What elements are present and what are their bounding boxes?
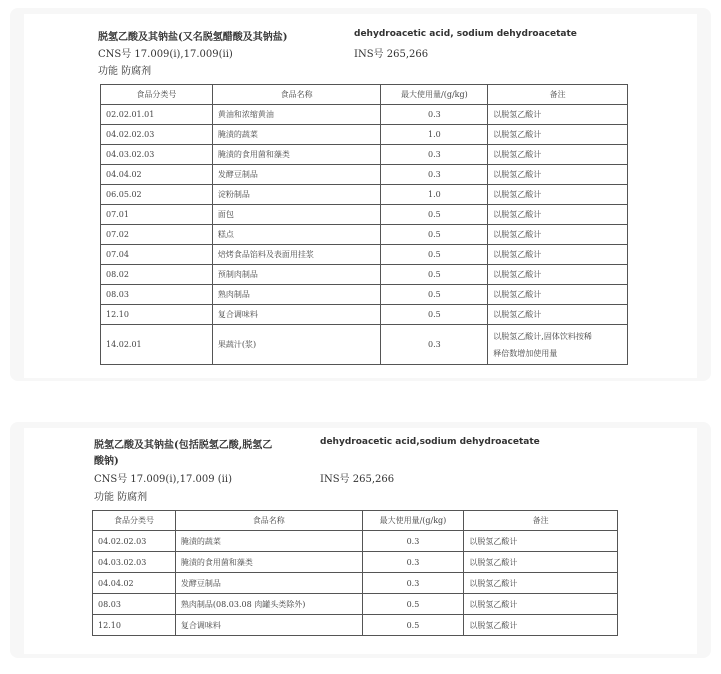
header-note: 备注 [488,85,628,105]
note: 以脱氢乙酸计 [488,145,628,165]
cns-number: CNS号 17.009(i),17.009 (ii) [94,474,232,485]
max-usage: 0.3 [381,165,488,185]
max-usage: 0.5 [381,225,488,245]
table-row [93,552,618,573]
food-name: 腌渍的蔬菜 [175,531,362,552]
note: 以脱氢乙酸计 [488,285,628,305]
max-usage: 0.5 [381,205,488,225]
table-header-row [101,85,628,105]
cns-number: CNS号 17.009(i),17.009(ii) [98,49,233,60]
max-usage: 0.5 [381,265,488,285]
category-code: 06.05.02 [101,185,213,205]
table-row [101,225,628,245]
food-name: 淀粉制品 [212,185,381,205]
food-name: 发酵豆制品 [175,573,362,594]
function-label: 功能 防腐剂 [94,492,148,503]
table-row [101,145,628,165]
title-cn-line-2: 酸钠) [94,456,119,467]
max-usage: 0.5 [362,594,464,615]
category-code: 07.02 [101,225,213,245]
food-name: 复合调味料 [175,615,362,636]
max-usage: 0.5 [381,305,488,325]
note: 以脱氢乙酸计 [464,531,618,552]
header-category-code: 食品分类号 [93,511,176,531]
food-name: 焙烤食品馅料及表面用挂浆 [212,245,381,265]
table-header-row [93,511,618,531]
table-row [101,245,628,265]
note: 以脱氢乙酸计 [488,245,628,265]
note: 以脱氢乙酸计 [488,105,628,125]
note: 以脱氢乙酸计 [488,165,628,185]
max-usage: 1.0 [381,185,488,205]
category-code: 04.03.02.03 [93,552,176,573]
max-usage: 0.5 [381,285,488,305]
table-row [93,531,618,552]
category-code: 04.02.02.03 [93,531,176,552]
category-code: 07.04 [101,245,213,265]
max-usage: 0.3 [381,105,488,125]
note-line-2: 释倍数增加使用量 [493,348,558,358]
food-name: 发酵豆制品 [212,165,381,185]
food-name: 黄油和浓缩黄油 [212,105,381,125]
category-code: 08.03 [93,594,176,615]
header-max-usage: 最大使用量/(g/kg) [381,85,488,105]
max-usage: 0.5 [362,615,464,636]
category-code: 04.04.02 [93,573,176,594]
note: 以脱氢乙酸计 [488,205,628,225]
note: 以脱氢乙酸计 [464,552,618,573]
food-name: 熟肉制品 [212,285,381,305]
food-name: 预制肉制品 [212,265,381,285]
table-row [93,615,618,636]
table-row [101,285,628,305]
category-code: 04.02.02.03 [101,125,213,145]
table-row [93,573,618,594]
usage-table [100,84,628,365]
category-code: 12.10 [93,615,176,636]
max-usage: 0.3 [381,325,488,365]
max-usage: 0.5 [381,245,488,265]
max-usage: 1.0 [381,125,488,145]
table-row [101,265,628,285]
table-row [101,205,628,225]
function-label: 功能 防腐剂 [98,66,152,77]
note: 以脱氢乙酸计 [464,573,618,594]
note [488,325,628,365]
document-card-1 [10,8,711,381]
table-row [101,165,628,185]
max-usage: 0.3 [362,552,464,573]
note: 以脱氢乙酸计 [488,305,628,325]
usage-table [92,510,618,636]
title-en: dehydroacetic acid,sodium dehydroacetate [320,437,540,447]
category-code: 07.01 [101,205,213,225]
header-max-usage: 最大使用量/(g/kg) [362,511,464,531]
document-card-2 [10,422,711,658]
note: 以脱氢乙酸计 [488,225,628,245]
title-en: dehydroacetic acid, sodium dehydroacetate [354,29,577,39]
title-cn: 脱氢乙酸及其钠盐(又名脱氢醋酸及其钠盐) [98,32,288,43]
note: 以脱氢乙酸计 [488,185,628,205]
note: 以脱氢乙酸计 [464,594,618,615]
header-food-name: 食品名称 [212,85,381,105]
header-note: 备注 [464,511,618,531]
category-code: 12.10 [101,305,213,325]
ins-number: INS号 265,266 [320,474,395,485]
category-code: 08.03 [101,285,213,305]
food-name: 复合调味料 [212,305,381,325]
category-code: 14.02.01 [101,325,213,365]
food-name: 腌渍的食用菌和藻类 [212,145,381,165]
header-food-name: 食品名称 [175,511,362,531]
table-row [101,125,628,145]
note: 以脱氢乙酸计 [464,615,618,636]
document-page-2 [24,428,697,654]
food-name: 糕点 [212,225,381,245]
note: 以脱氢乙酸计 [488,125,628,145]
food-name: 腌渍的食用菌和藻类 [175,552,362,573]
max-usage: 0.3 [362,573,464,594]
category-code: 04.04.02 [101,165,213,185]
title-cn-line-1: 脱氢乙酸及其钠盐(包括脱氢乙酸,脱氢乙 [94,440,273,451]
table-row [101,185,628,205]
table-row [101,325,628,365]
max-usage: 0.3 [362,531,464,552]
additive-title [98,28,287,43]
food-name: 腌渍的蔬菜 [212,125,381,145]
note: 以脱氢乙酸计 [488,265,628,285]
ins-number: INS号 265,266 [354,49,429,60]
header-category-code: 食品分类号 [101,85,213,105]
note-line-1: 以脱氢乙酸计,固体饮料按稀 [493,331,592,341]
food-name: 果蔬汁(浆) [212,325,381,365]
table-row [101,105,628,125]
max-usage: 0.3 [381,145,488,165]
food-name: 熟肉制品(08.03.08 肉罐头类除外) [175,594,362,615]
document-page-1 [24,14,697,378]
category-code: 08.02 [101,265,213,285]
table-row [93,594,618,615]
food-name: 面包 [212,205,381,225]
category-code: 02.02.01.01 [101,105,213,125]
table-row [101,305,628,325]
category-code: 04.03.02.03 [101,145,213,165]
